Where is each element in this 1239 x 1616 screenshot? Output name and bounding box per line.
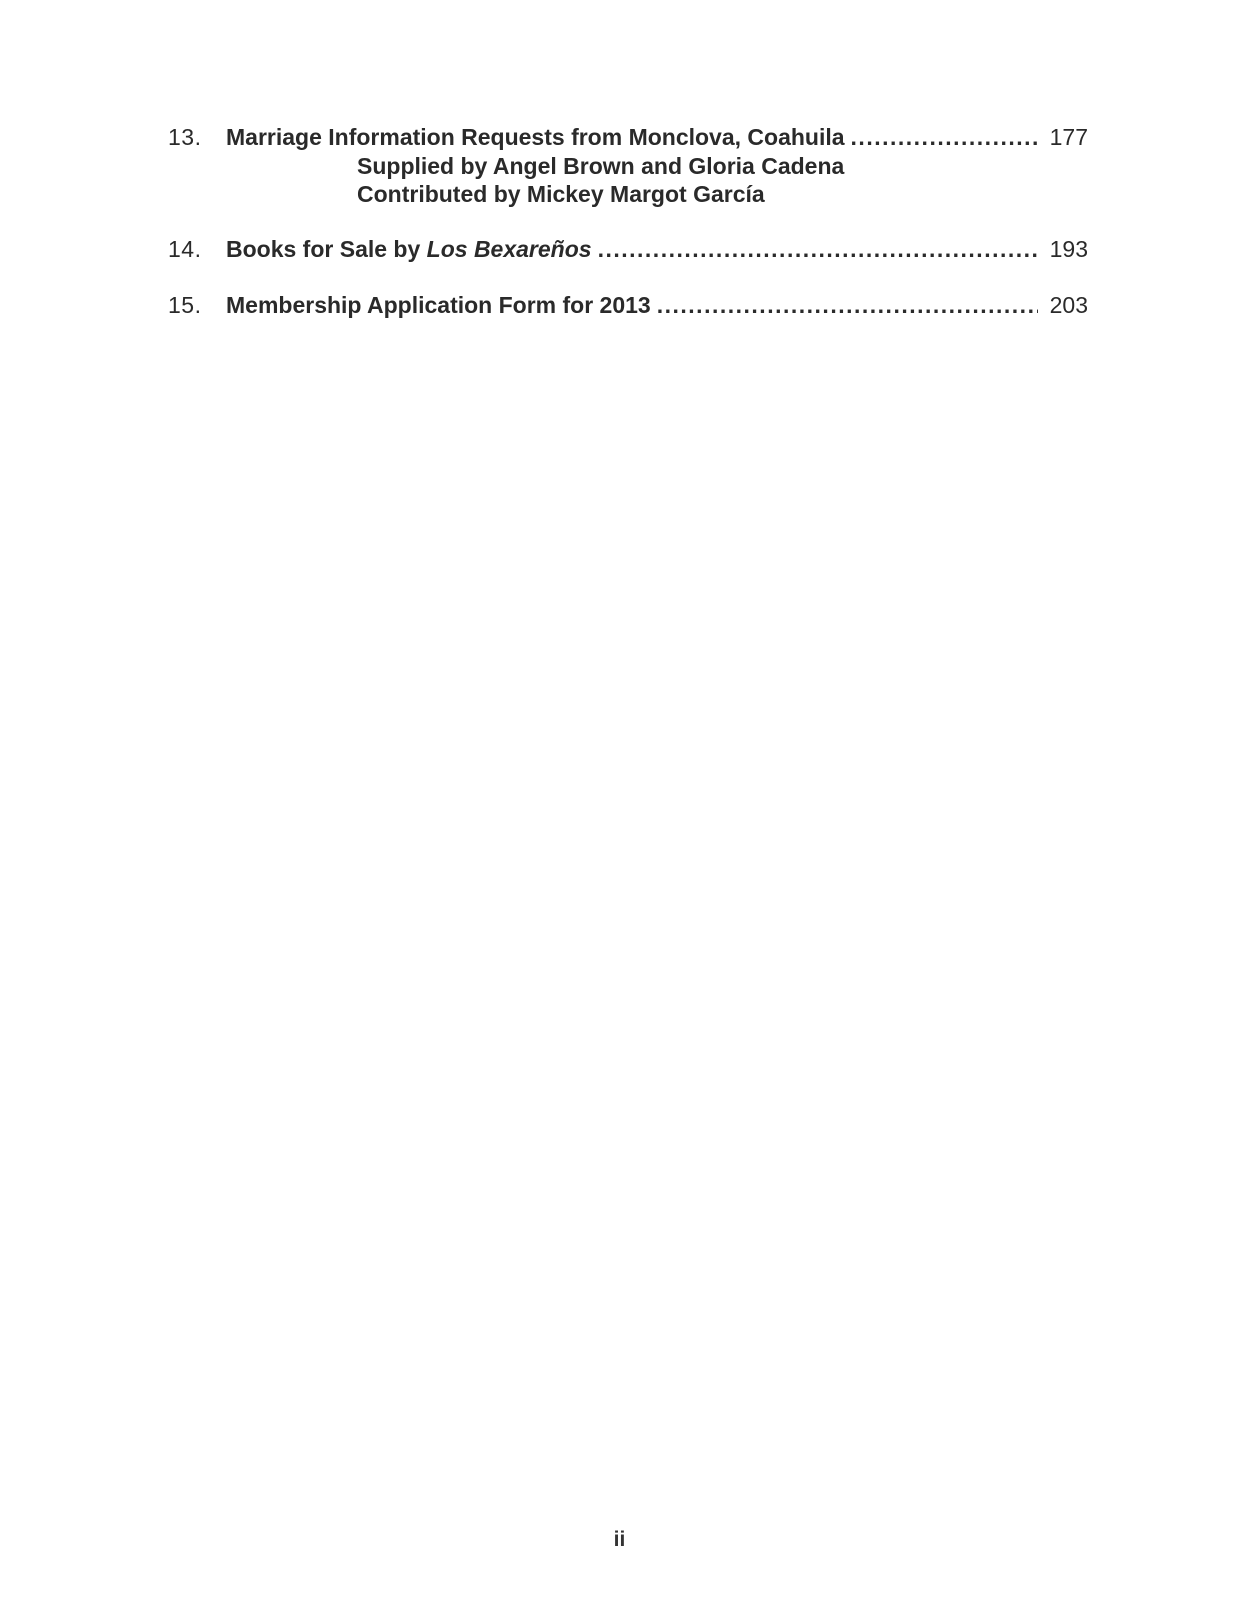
entry-number: 13. [168, 124, 202, 150]
table-of-contents [168, 122, 1088, 346]
entry-title [226, 234, 592, 264]
toc-entry-15 [168, 290, 1088, 320]
entry-title: Membership Application Form for 2013 [226, 292, 651, 318]
entry-page-number: 203 [1049, 292, 1088, 318]
entry-title: Marriage Information Requests from Monclova, Coahuila [226, 124, 845, 150]
toc-entry-14 [168, 234, 1088, 264]
toc-entry-line [168, 234, 1088, 264]
entry-title-prefix: Books for Sale by [226, 236, 427, 262]
dot-leader [851, 122, 1038, 152]
entry-page-number: 193 [1049, 236, 1088, 262]
dot-leader [598, 234, 1038, 264]
entry-title-italic: Los Bexareños [426, 236, 592, 262]
entry-subline: Contributed by Mickey Margot García [357, 181, 765, 207]
entry-subline: Supplied by Angel Brown and Gloria Cadena [357, 153, 845, 179]
toc-entry-13 [168, 122, 1088, 208]
dot-leader [657, 290, 1038, 320]
page-folio: ii [613, 1528, 626, 1551]
toc-entry-line [168, 122, 1088, 152]
entry-number: 14. [168, 236, 202, 262]
entry-number: 15. [168, 292, 202, 318]
toc-entry-line [168, 290, 1088, 320]
entry-page-number: 177 [1049, 124, 1088, 150]
